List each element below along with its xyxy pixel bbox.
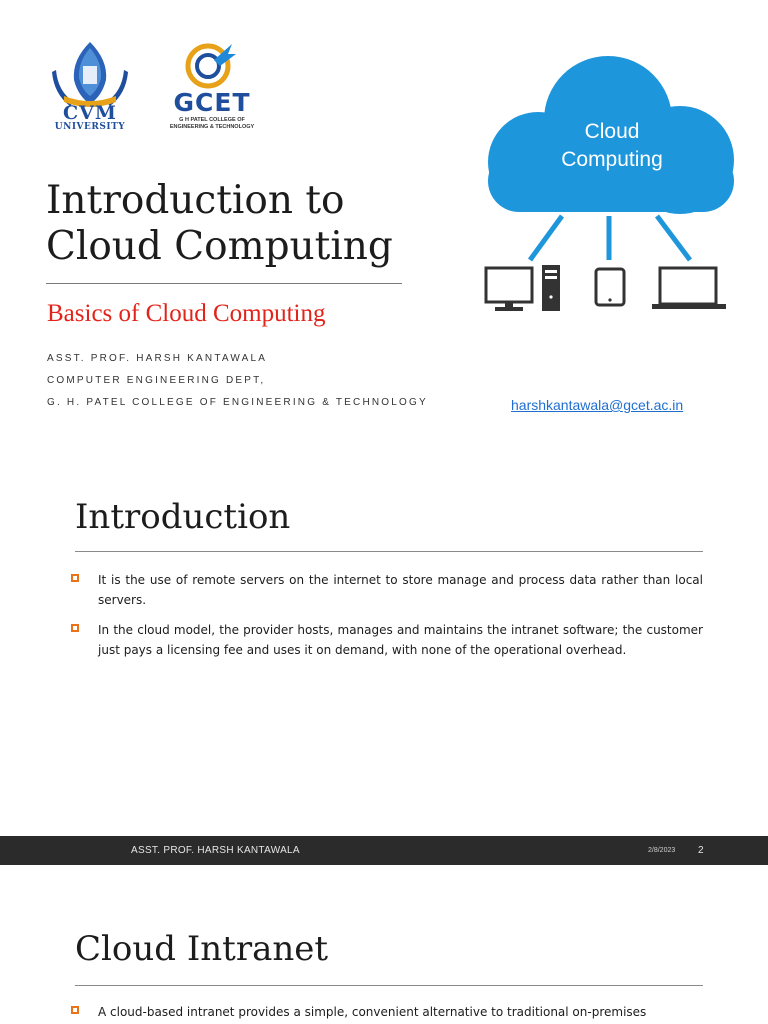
list-item: [75, 570, 703, 610]
title-line-2: Cloud Computing: [46, 224, 393, 269]
author-email-link[interactable]: harshkantawala@gcet.ac.in: [511, 397, 684, 413]
title-slide: [0, 0, 768, 470]
section-title-cloud-intranet: Cloud Intranet: [75, 929, 329, 969]
checkbox-bullet-icon: [71, 624, 79, 632]
footer-date: 2/8/2023: [648, 847, 676, 854]
cvm-university-logo: [50, 40, 130, 132]
list-item-text: In the cloud model, the provider hosts, manages and maintains the intranet software; the customer just pays a licensing fee and uses it on demand, with none of the operational overhead.: [98, 623, 703, 657]
presentation-subtitle: Basics of Cloud Computing: [47, 300, 326, 327]
cvm-subtitle: UNIVERSITY: [54, 122, 126, 132]
gcet-emblem-icon: [184, 40, 236, 90]
list-item: [75, 620, 703, 660]
cloud-label-line1: Cloud: [584, 120, 640, 143]
tablet-icon: [596, 269, 624, 305]
author-name: ASST. PROF. HARSH KANTAWALA: [47, 353, 268, 364]
page-number: 2: [698, 845, 704, 856]
laptop-icon: [652, 268, 726, 309]
gcet-line1: G H PATEL COLLEGE OF: [179, 117, 245, 123]
title-divider: [46, 283, 402, 284]
title-line-1: Introduction to: [46, 178, 345, 223]
section-divider: [75, 985, 703, 986]
cloud-computing-illustration: [480, 50, 740, 320]
checkbox-bullet-icon: [71, 574, 79, 582]
gcet-name: GCET: [173, 88, 251, 117]
cloud-label-line2: Computing: [561, 148, 663, 171]
list-item-text: It is the use of remote servers on the internet to store manage and process data rather than local servers.: [98, 573, 703, 607]
section-divider: [75, 551, 703, 552]
list-item-text: A cloud-based intranet provides a simple, convenient alternative to traditional on-premises: [98, 1005, 647, 1019]
presentation-title: [46, 178, 393, 270]
author-department: COMPUTER ENGINEERING DEPT,: [47, 375, 266, 386]
desktop-computer-icon: [486, 265, 560, 311]
section-title-introduction: Introduction: [75, 497, 291, 537]
list-item: [75, 1002, 703, 1022]
cloud-network-icon: [480, 50, 740, 320]
connection-lines: [530, 216, 690, 260]
checkbox-bullet-icon: [71, 1006, 79, 1014]
gcet-line2: ENGINEERING & TECHNOLOGY: [169, 124, 255, 130]
author-college: G. H. PATEL COLLEGE OF ENGINEERING & TECHNOLOGY: [47, 397, 428, 408]
gcet-logo: [162, 40, 262, 132]
footer-author: ASST. PROF. HARSH KANTAWALA: [131, 845, 300, 856]
cvm-name: CVM: [63, 102, 117, 124]
